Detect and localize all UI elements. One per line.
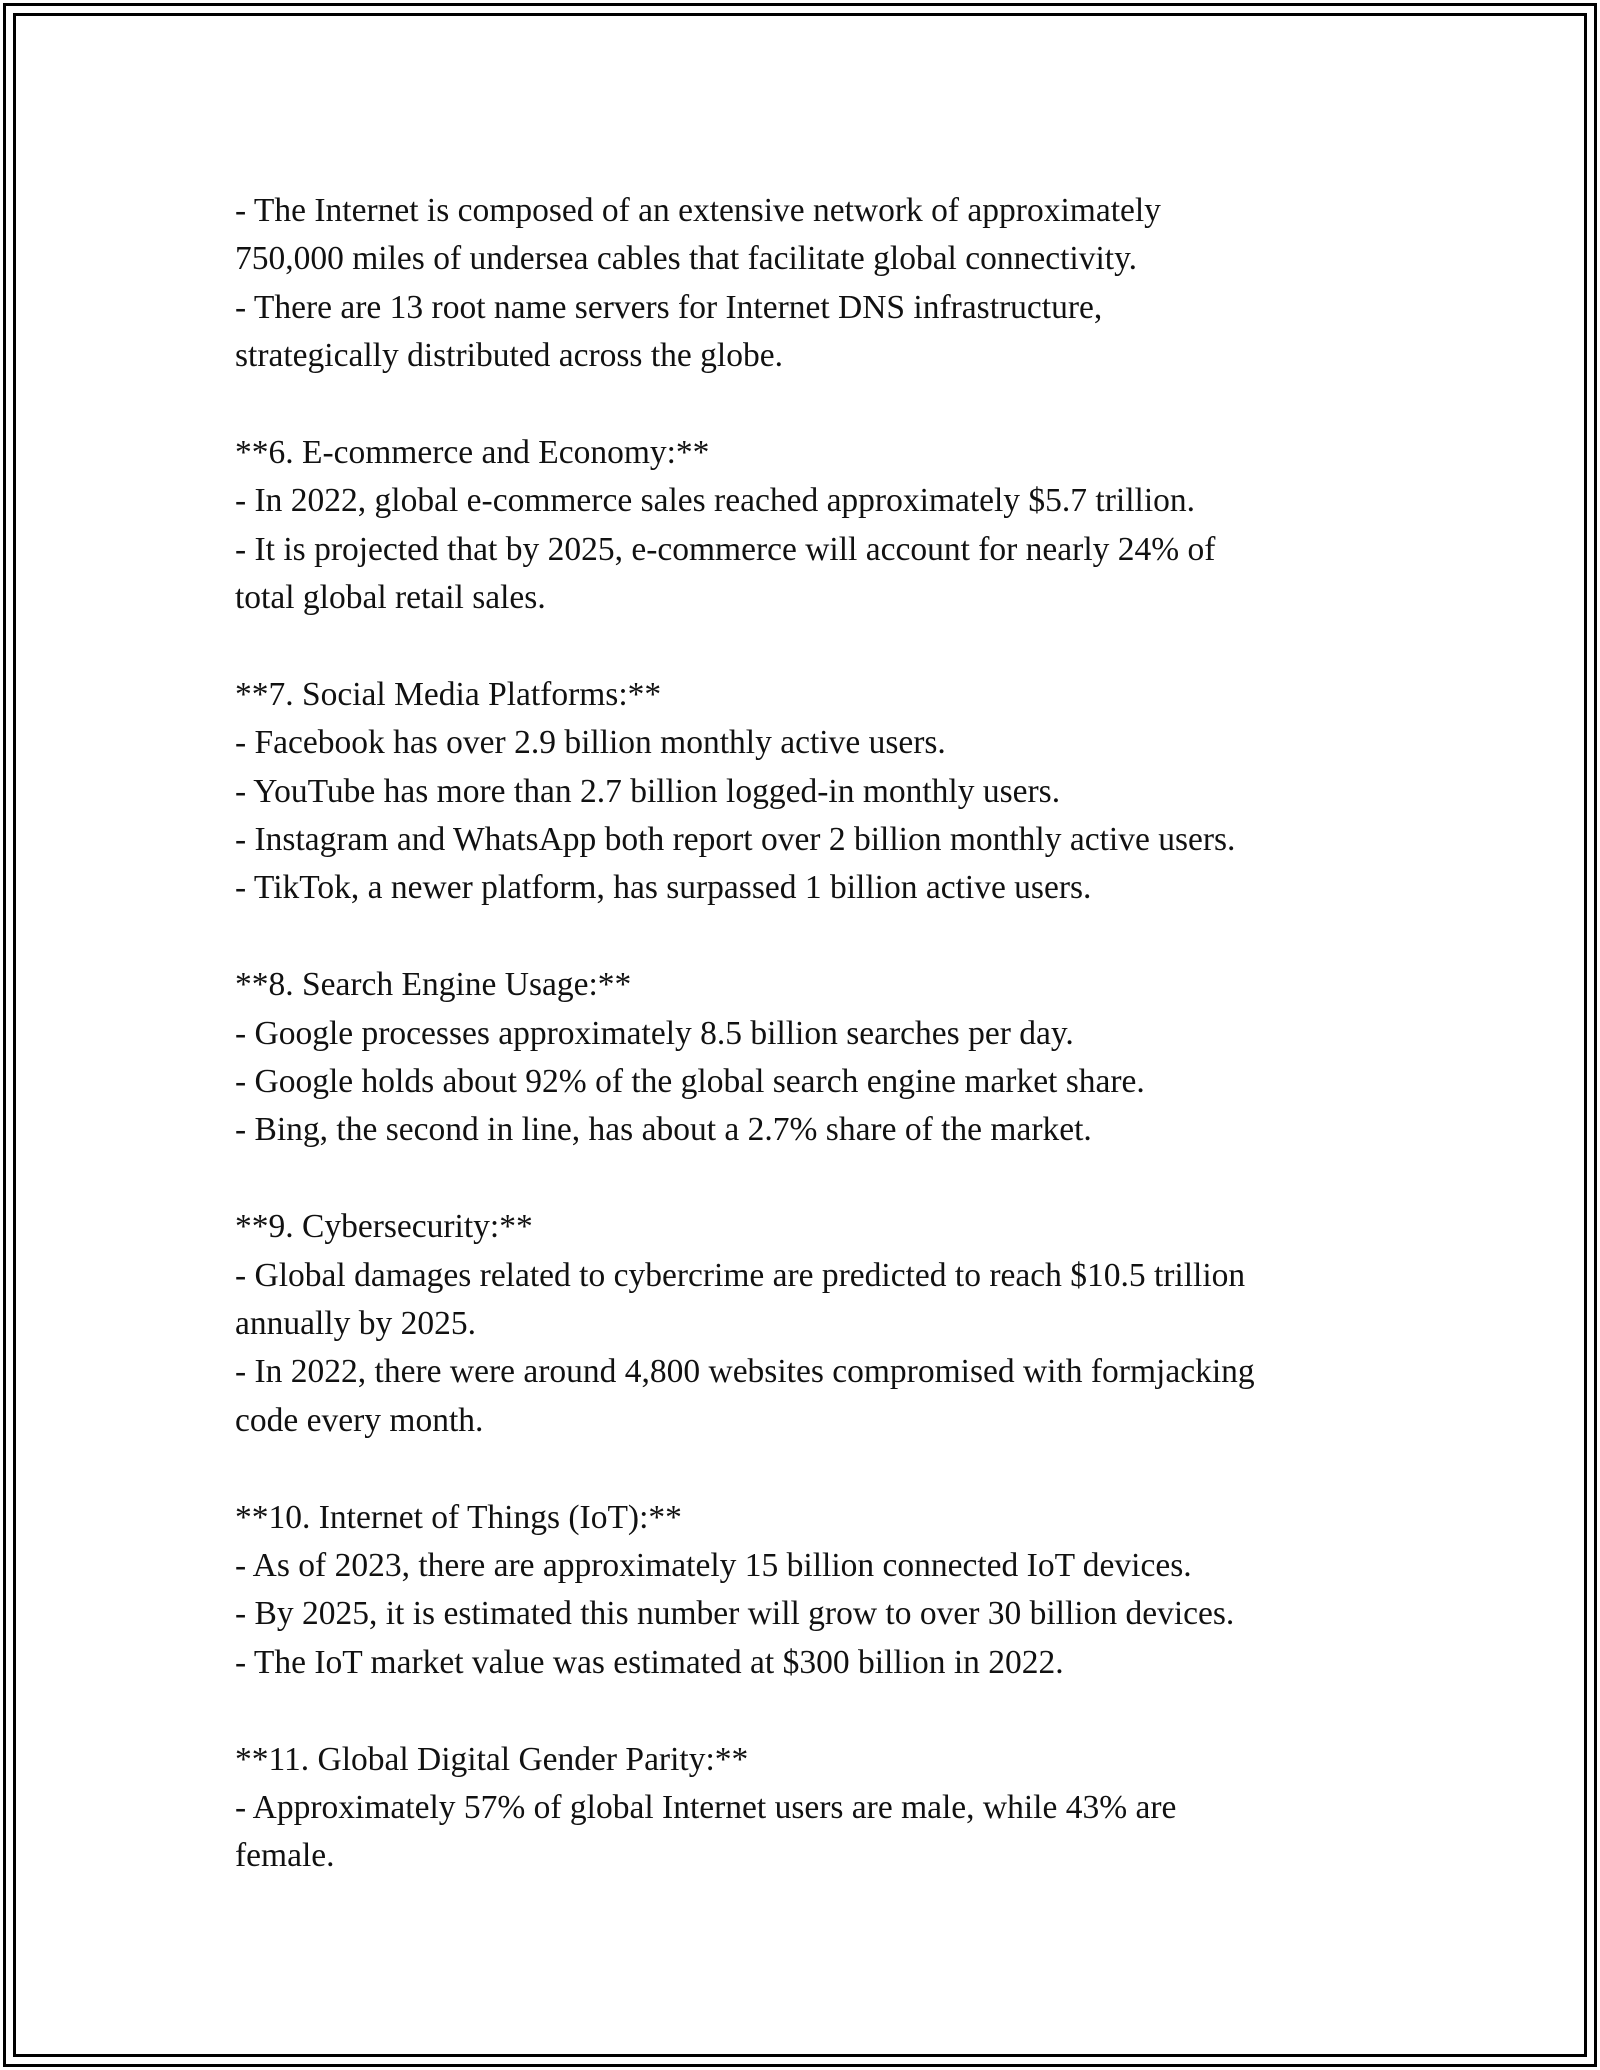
text-line: code every month. xyxy=(235,1401,484,1439)
text-line: annually by 2025. xyxy=(235,1304,476,1342)
section-heading: **11. Global Digital Gender Parity:** xyxy=(235,1740,749,1778)
text-line: - Approximately 57% of global Internet users are male, while 43% are xyxy=(235,1788,1177,1826)
paragraph-gap xyxy=(235,1687,1365,1735)
text-line: female. xyxy=(235,1837,335,1875)
document-body xyxy=(235,187,1365,1881)
text-line: - By 2025, it is estimated this number will grow to over 30 billion devices. xyxy=(235,1595,1235,1633)
text-line: - Global damages related to cybercrime are predicted to reach $10.5 trillion xyxy=(235,1256,1246,1294)
text-line: 750,000 miles of undersea cables that facilitate global connectivity. xyxy=(235,240,1138,278)
section-heading: **9. Cybersecurity:** xyxy=(235,1208,533,1246)
text-line: - The IoT market value was estimated at $300 billion in 2022. xyxy=(235,1643,1064,1681)
text-line: - Instagram and WhatsApp both report over 2 billion monthly active users. xyxy=(235,821,1236,859)
section-heading: **7. Social Media Platforms:** xyxy=(235,675,662,713)
section-heading: **8. Search Engine Usage:** xyxy=(235,966,632,1004)
section-heading: **6. E-commerce and Economy:** xyxy=(235,433,710,471)
text-line: - It is projected that by 2025, e-commerce will account for nearly 24% of xyxy=(235,530,1216,568)
paragraph-gap xyxy=(235,1445,1365,1493)
text-line: strategically distributed across the globe. xyxy=(235,337,783,375)
text-line: - In 2022, global e-commerce sales reached approximately $5.7 trillion. xyxy=(235,482,1196,520)
text-line: - There are 13 root name servers for Internet DNS infrastructure, xyxy=(235,288,1103,326)
paragraph-gap xyxy=(235,623,1365,671)
text-line: total global retail sales. xyxy=(235,579,546,617)
text-line: - As of 2023, there are approximately 15 billion connected IoT devices. xyxy=(235,1546,1192,1584)
text-line: - The Internet is composed of an extensive network of approximately xyxy=(235,192,1161,229)
paragraph-gap xyxy=(235,913,1365,961)
text-line: - In 2022, there were around 4,800 websites compromised with formjacking xyxy=(235,1353,1255,1391)
text-line: - Bing, the second in line, has about a 2.7% share of the market. xyxy=(235,1111,1092,1149)
paragraph-gap xyxy=(235,1155,1365,1203)
text-line: - TikTok, a newer platform, has surpassed 1 billion active users. xyxy=(235,869,1092,907)
section-heading: **10. Internet of Things (IoT):** xyxy=(235,1498,682,1536)
text-line: - Facebook has over 2.9 billion monthly active users. xyxy=(235,724,946,762)
text-line: - Google holds about 92% of the global search engine market share. xyxy=(235,1063,1145,1101)
text-line: - Google processes approximately 8.5 billion searches per day. xyxy=(235,1014,1074,1052)
text-line: - YouTube has more than 2.7 billion logged-in monthly users. xyxy=(235,772,1061,810)
paragraph-gap xyxy=(235,381,1365,429)
